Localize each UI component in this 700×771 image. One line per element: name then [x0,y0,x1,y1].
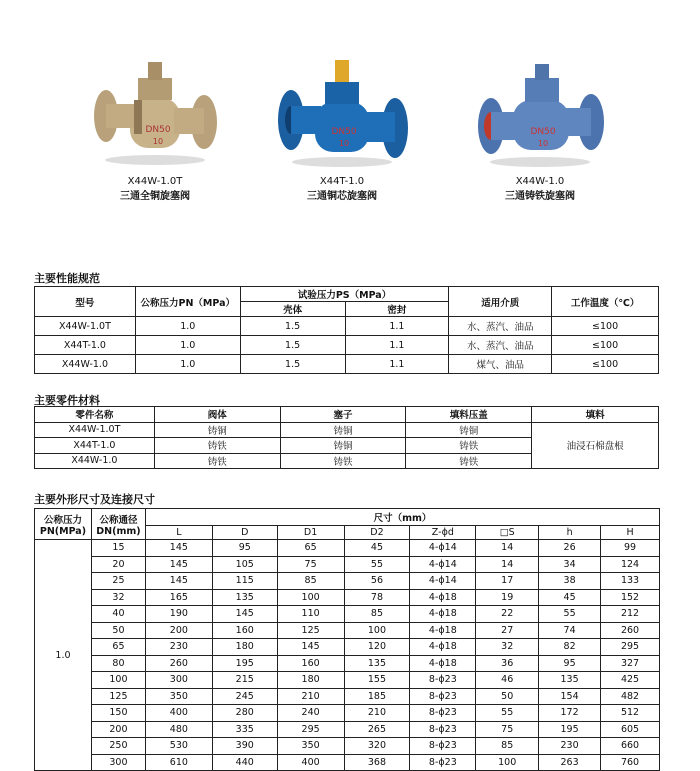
cell: 660 [601,738,660,755]
cell: 165 [145,589,212,606]
cell: 368 [344,754,410,771]
cell: 25 [91,573,145,590]
table-row [35,655,660,672]
cell: 22 [476,606,539,623]
cell: 铸铜 [406,422,532,438]
cell: 215 [212,672,277,689]
cell: 铸铁 [406,438,532,454]
cell: 160 [277,655,344,672]
cell: 36 [476,655,539,672]
cell: 4-ϕ18 [410,589,476,606]
cell: 230 [145,639,212,656]
cell: X44T-1.0 [35,336,136,355]
cell: 56 [344,573,410,590]
product-name: 三通铸铁旋塞阀 [505,191,575,202]
product-x44w-10t [70,48,240,202]
svg-text:10: 10 [537,139,549,148]
cell: 295 [277,721,344,738]
cell: 45 [539,589,601,606]
cell: 160 [212,622,277,639]
header-dim-col: L [145,526,212,540]
dimensions-title: 主要外形尺寸及连接尺寸 [34,493,155,506]
svg-text:DN50: DN50 [331,127,357,137]
cell: 78 [344,589,410,606]
cell: 4-ϕ18 [410,622,476,639]
cell: 295 [601,639,660,656]
cell: 1.1 [345,336,449,355]
cell: 8-ϕ23 [410,688,476,705]
cell: 280 [212,705,277,722]
cell: X44W-1.0T [35,317,136,336]
cell: 260 [145,655,212,672]
cell: X44T-1.0 [35,438,155,454]
cell: 152 [601,589,660,606]
cell: 145 [145,556,212,573]
cell: 100 [277,589,344,606]
svg-text:10: 10 [152,137,164,146]
cell: 300 [145,672,212,689]
cell: 铸铁 [154,453,280,469]
header-dim-col: D1 [277,526,344,540]
cell: 煤气、油品 [449,355,552,374]
cell: 400 [277,754,344,771]
cell: 4-ϕ14 [410,573,476,590]
cell: 17 [476,573,539,590]
product-name: 三通全铜旋塞阀 [120,191,190,202]
table-row [35,754,660,771]
header-size: 尺寸（mm） [145,509,659,526]
cell: 50 [91,622,145,639]
cell: 530 [145,738,212,755]
cell: 250 [91,738,145,755]
header-pn: 公称压力PN（MPa） [135,287,240,317]
cell: 110 [277,606,344,623]
header-dim-col: □S [476,526,539,540]
cell: 1.5 [240,317,345,336]
performance-table [34,286,659,374]
cell: ≤100 [552,355,659,374]
cell: 145 [145,573,212,590]
header-part: 零件名称 [35,407,155,423]
cell: 82 [539,639,601,656]
cell: 8-ϕ23 [410,754,476,771]
header-model: 型号 [35,287,136,317]
cell: 200 [145,622,212,639]
cell: 180 [212,639,277,656]
cell: 1.5 [240,355,345,374]
product-x44w-10 [455,48,625,202]
header-plug: 塞子 [280,407,406,423]
cell: 300 [91,754,145,771]
cell: 19 [476,589,539,606]
cell: 480 [145,721,212,738]
packing-cell: 油浸石棉盘根 [532,422,659,469]
header-dim-col: H [601,526,660,540]
product-model: X44T-1.0 [319,176,365,187]
cell: 4-ϕ18 [410,606,476,623]
cell: 425 [601,672,660,689]
table-row [35,738,660,755]
cell: 605 [601,721,660,738]
pn-value-cell: 1.0 [35,540,92,771]
table-row [35,556,660,573]
table-row [35,355,659,374]
product-model: X44W-1.0T [127,176,183,187]
cell: 212 [601,606,660,623]
table-row [35,705,660,722]
cell: 195 [212,655,277,672]
header-body: 壳体 [240,302,345,317]
product-name: 三通铜芯旋塞阀 [307,191,377,202]
header-pn: 公称压力PN(MPa) [35,509,92,540]
cell: 46 [476,672,539,689]
cell: 400 [145,705,212,722]
materials-table [34,406,659,469]
cell: 512 [601,705,660,722]
cell: 55 [539,606,601,623]
cell: 95 [212,540,277,557]
cell: 320 [344,738,410,755]
cell: 34 [539,556,601,573]
cell: 135 [344,655,410,672]
cell: X44W-1.0 [35,453,155,469]
product-model: X44W-1.0 [515,176,565,187]
cell: 1.5 [240,336,345,355]
table-row [35,721,660,738]
header-dim-col: h [539,526,601,540]
cell: 1.0 [135,355,240,374]
cell: 440 [212,754,277,771]
table-row [35,422,659,438]
cell: 14 [476,540,539,557]
table-row [35,606,660,623]
table-row [35,639,660,656]
cell: ≤100 [552,317,659,336]
header-dim-col: D2 [344,526,410,540]
cell: 45 [344,540,410,557]
performance-title: 主要性能规范 [34,272,100,285]
cell: 260 [601,622,660,639]
cell: 27 [476,622,539,639]
cell: 145 [212,606,277,623]
cell: 4-ϕ18 [410,639,476,656]
cell: 铸铜 [280,438,406,454]
cell: 155 [344,672,410,689]
cell: 135 [212,589,277,606]
cell: 172 [539,705,601,722]
cell: 327 [601,655,660,672]
cell: 99 [601,540,660,557]
header-seal: 密封 [345,302,449,317]
header-dn: 公称通径DN(mm) [91,509,145,540]
cell: 145 [277,639,344,656]
header-packing: 填料 [532,407,659,423]
cell: 100 [91,672,145,689]
header-dim-col: D [212,526,277,540]
table-row [35,688,660,705]
header-gland: 填料压盖 [406,407,532,423]
cell: 40 [91,606,145,623]
header-temp: 工作温度（℃） [552,287,659,317]
cell: 铸铁 [406,453,532,469]
cell: 610 [145,754,212,771]
cell: 8-ϕ23 [410,705,476,722]
cell: 95 [539,655,601,672]
cell: 铸铁 [154,438,280,454]
cell: 245 [212,688,277,705]
cell: 150 [91,705,145,722]
cell: 4-ϕ14 [410,556,476,573]
cell: 55 [344,556,410,573]
cell: 4-ϕ18 [410,655,476,672]
cell: ≤100 [552,336,659,355]
cell: 55 [476,705,539,722]
cell: 50 [476,688,539,705]
cell: 1.1 [345,355,449,374]
cell: 1.1 [345,317,449,336]
cell: 200 [91,721,145,738]
cell: 115 [212,573,277,590]
cell: 80 [91,655,145,672]
cell: 230 [539,738,601,755]
cell: 482 [601,688,660,705]
cell: 125 [277,622,344,639]
cell: 8-ϕ23 [410,672,476,689]
cell: 100 [344,622,410,639]
product-x44t-10 [257,48,427,202]
cell: 125 [91,688,145,705]
cell: X44W-1.0 [35,355,136,374]
cell: 105 [212,556,277,573]
cell: 760 [601,754,660,771]
cell: 38 [539,573,601,590]
cell: 240 [277,705,344,722]
table-row [35,336,659,355]
cell: 26 [539,540,601,557]
cell: 195 [539,721,601,738]
cell: 4-ϕ14 [410,540,476,557]
cell: 85 [277,573,344,590]
cell: 铸铁 [280,453,406,469]
cell: 390 [212,738,277,755]
svg-text:DN50: DN50 [145,125,171,135]
dimensions-table [34,508,660,771]
cell: 75 [476,721,539,738]
brass-valve-image [70,48,240,168]
table-row [35,540,660,557]
table-row [35,672,660,689]
cell: 100 [476,754,539,771]
cell: 74 [539,622,601,639]
cell: 1.0 [135,336,240,355]
cell: 水、蒸汽、油品 [449,317,552,336]
cell: 335 [212,721,277,738]
cell: 8-ϕ23 [410,721,476,738]
cell: 75 [277,556,344,573]
cell: 350 [145,688,212,705]
cell: 185 [344,688,410,705]
cell: 铸铜 [280,422,406,438]
cell: 水、蒸汽、油品 [449,336,552,355]
cast-iron-valve-image [455,48,625,168]
cell: 铸铜 [154,422,280,438]
cell: X44W-1.0T [35,422,155,438]
cell: 32 [476,639,539,656]
cell: 265 [344,721,410,738]
cell: 85 [344,606,410,623]
cell: 210 [277,688,344,705]
cell: 145 [145,540,212,557]
svg-text:10: 10 [338,139,350,148]
cell: 14 [476,556,539,573]
materials-title: 主要零件材料 [34,394,100,407]
blue-valve-image [257,48,427,168]
table-row [35,573,660,590]
cell: 20 [91,556,145,573]
cell: 32 [91,589,145,606]
table-row [35,317,659,336]
table-row [35,589,660,606]
cell: 15 [91,540,145,557]
header-dim-col: Z-ϕd [410,526,476,540]
cell: 190 [145,606,212,623]
cell: 180 [277,672,344,689]
cell: 1.0 [135,317,240,336]
cell: 350 [277,738,344,755]
cell: 133 [601,573,660,590]
header-body: 阀体 [154,407,280,423]
cell: 8-ϕ23 [410,738,476,755]
header-medium: 适用介质 [449,287,552,317]
cell: 85 [476,738,539,755]
header-ps: 试验压力PS（MPa） [240,287,449,302]
cell: 120 [344,639,410,656]
cell: 154 [539,688,601,705]
cell: 210 [344,705,410,722]
cell: 135 [539,672,601,689]
cell: 65 [91,639,145,656]
cell: 65 [277,540,344,557]
cell: 263 [539,754,601,771]
cell: 124 [601,556,660,573]
svg-text:DN50: DN50 [530,127,556,137]
table-row [35,622,660,639]
